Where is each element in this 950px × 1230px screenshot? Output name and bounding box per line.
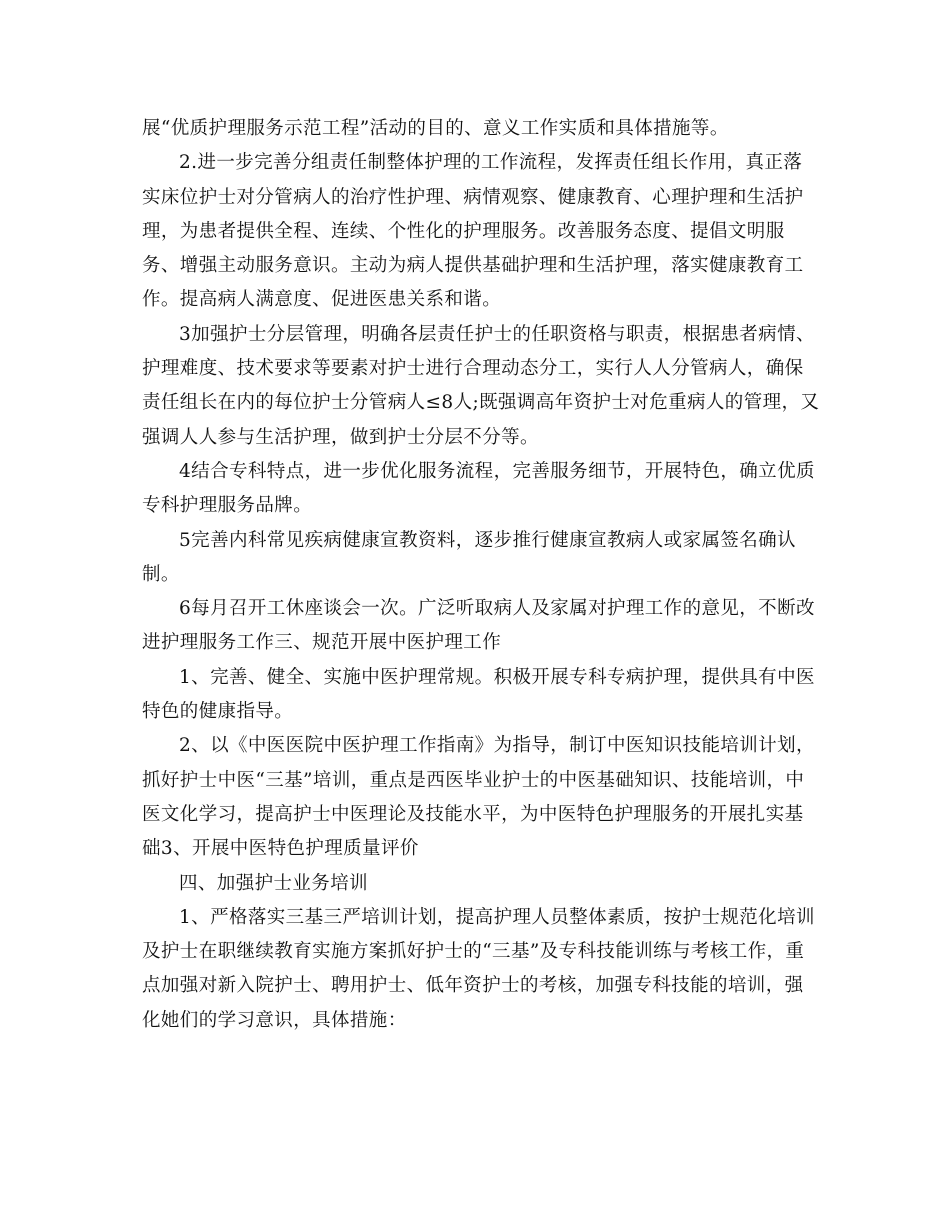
text-line: 及护士在职继续教育实施方案抓好护士的“三基”及专科技能训练与考核工作，重 xyxy=(142,941,805,963)
text-line: 化她们的学习意识，具体措施： xyxy=(142,1009,407,1031)
text-line: 特色的健康指导。 xyxy=(142,701,294,723)
text-line: 专科护理服务品牌。 xyxy=(142,495,313,517)
text-line: 进护理服务工作三、规范开展中医护理工作 xyxy=(142,632,502,654)
paragraph xyxy=(142,592,815,661)
paragraph xyxy=(142,112,812,146)
text-line: 强调人人参与生活护理，做到护士分层不分等。 xyxy=(142,426,539,448)
text-line: 作。提高病人满意度、促进医患关系和谐。 xyxy=(142,289,502,311)
text-line: 实床位护士对分管病人的治疗性护理、病情观察、健康教育、心理护理和生活护 xyxy=(142,186,804,208)
paragraph xyxy=(142,661,815,730)
text-line: 5完善内科常见疾病健康宣教资料，逐步推行健康宣教病人或家属签名确认 xyxy=(179,529,796,551)
text-line: 2.进一步完善分组责任制整体护理的工作流程，发挥责任组长作用，真正落 xyxy=(179,152,803,174)
text-line: 点加强对新入院护士、聘用护士、低年资护士的考核，加强专科技能的培训，强 xyxy=(142,975,804,997)
text-line: 1、完善、健全、实施中医护理常规。积极开展专科专病护理，提供具有中医 xyxy=(179,666,815,688)
text-line: 展“优质护理服务示范工程”活动的目的、意义工作实质和具体措施等。 xyxy=(142,118,729,139)
text-line: 4结合专科特点，进一步优化服务流程，完善服务细节，开展特色，确立优质 xyxy=(179,460,815,482)
text-line: 理，为患者提供全程、连续、个性化的护理服务。改善服务态度、提倡文明服 xyxy=(142,220,785,242)
text-line: 责任组长在内的每位护士分管病人≤8人;既强调高年资护士对危重病人的管理，又 xyxy=(142,392,820,414)
text-line: 医文化学习，提高护士中医理论及技能水平，为中医特色护理服务的开展扎实基 xyxy=(142,803,804,825)
text-line: 务、增强主动服务意识。主动为病人提供基础护理和生活护理，落实健康教育工 xyxy=(142,255,804,277)
paragraph xyxy=(142,867,812,901)
paragraph xyxy=(142,524,812,593)
text-line: 6每月召开工休座谈会一次。广泛听取病人及家属对护理工作的意见，不断改 xyxy=(179,598,815,620)
document-body xyxy=(142,112,820,1038)
paragraph xyxy=(142,901,815,1038)
text-line: 2、以《中医医院中医护理工作指南》为指导，制订中医知识技能培训计划， xyxy=(179,735,815,757)
paragraph xyxy=(142,455,815,524)
text-line: 3加强护士分层管理，明确各层责任护士的任职资格与职责，根据患者病情、 xyxy=(179,323,815,345)
text-line: 护理难度、技术要求等要素对护士进行合理动态分工，实行人人分管病人，确保 xyxy=(142,358,804,380)
text-line: 四、加强护士业务培训 xyxy=(179,872,369,894)
text-line: 制。 xyxy=(142,563,180,585)
paragraph xyxy=(142,729,815,866)
paragraph xyxy=(142,146,812,317)
paragraph xyxy=(142,318,820,455)
text-line: 抓好护士中医“三基”培训，重点是西医毕业护士的中医基础知识、技能培训，中 xyxy=(142,769,805,791)
text-line: 础3、开展中医特色护理质量评价 xyxy=(142,838,419,860)
text-line: 1、严格落实三基三严培训计划，提高护理人员整体素质，按护士规范化培训 xyxy=(179,906,815,928)
